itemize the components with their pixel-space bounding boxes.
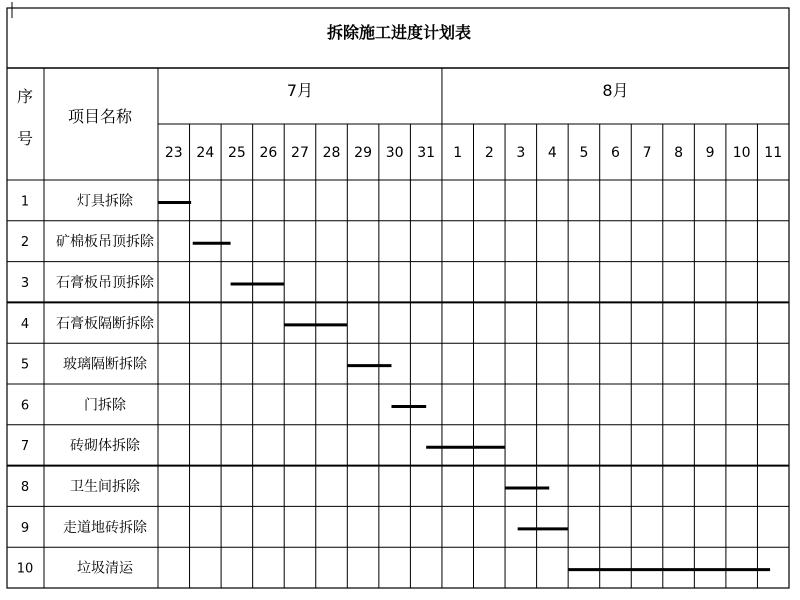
seq-header-line2: 号 [16, 129, 34, 148]
day-label: 30 [385, 145, 404, 161]
day-label: 29 [354, 145, 372, 161]
task-seq: 9 [20, 520, 30, 536]
task-name: 石膏板隔断拆除 [56, 315, 154, 332]
task-seq: 6 [20, 398, 30, 414]
task-name: 卫生间拆除 [70, 479, 140, 495]
task-name: 矿棉板吊顶拆除 [56, 234, 154, 251]
day-label: 28 [322, 145, 341, 161]
day-label: 25 [227, 145, 246, 161]
day-label: 23 [164, 145, 183, 161]
month-label: 7月 [286, 81, 314, 100]
task-seq: 3 [20, 276, 30, 291]
task-name: 灯具拆除 [77, 193, 133, 210]
task-seq: 4 [20, 316, 30, 332]
task-name: 垃圾清运 [77, 560, 133, 577]
name-header: 项目名称 [67, 107, 133, 126]
day-label: 27 [291, 145, 309, 161]
task-seq: 1 [20, 194, 30, 210]
chart-title: 拆除施工进度计划表 [326, 23, 472, 42]
day-label: 24 [196, 145, 215, 161]
task-seq: 8 [20, 480, 30, 495]
month-label: 8月 [602, 81, 629, 100]
day-label: 7 [642, 145, 652, 161]
task-name: 走道地砖拆除 [63, 519, 147, 536]
day-label: 10 [732, 145, 751, 161]
day-label: 4 [547, 145, 557, 161]
day-label: 11 [764, 145, 783, 161]
task-seq: 2 [20, 235, 30, 251]
task-name: 砖砌体拆除 [70, 438, 140, 455]
day-label: 1 [453, 145, 463, 161]
day-label: 8 [674, 145, 684, 161]
seq-header-line1: 序 [16, 87, 34, 106]
task-name: 玻璃隔断拆除 [63, 356, 147, 373]
day-label: 26 [259, 145, 278, 161]
task-name: 石膏板吊顶拆除 [56, 275, 154, 291]
day-label: 9 [705, 145, 715, 161]
day-label: 6 [611, 145, 620, 161]
table-border [7, 8, 789, 588]
day-label: 3 [516, 145, 526, 161]
day-label: 31 [417, 145, 436, 161]
task-bars [158, 202, 770, 569]
day-label: 2 [484, 145, 494, 161]
task-seq: 7 [20, 439, 30, 455]
task-name: 门拆除 [84, 397, 126, 414]
table-grid [7, 2, 789, 588]
day-label: 5 [579, 145, 589, 161]
task-seq: 5 [20, 357, 30, 373]
task-seq: 10 [16, 561, 34, 577]
month-headers [287, 81, 629, 100]
